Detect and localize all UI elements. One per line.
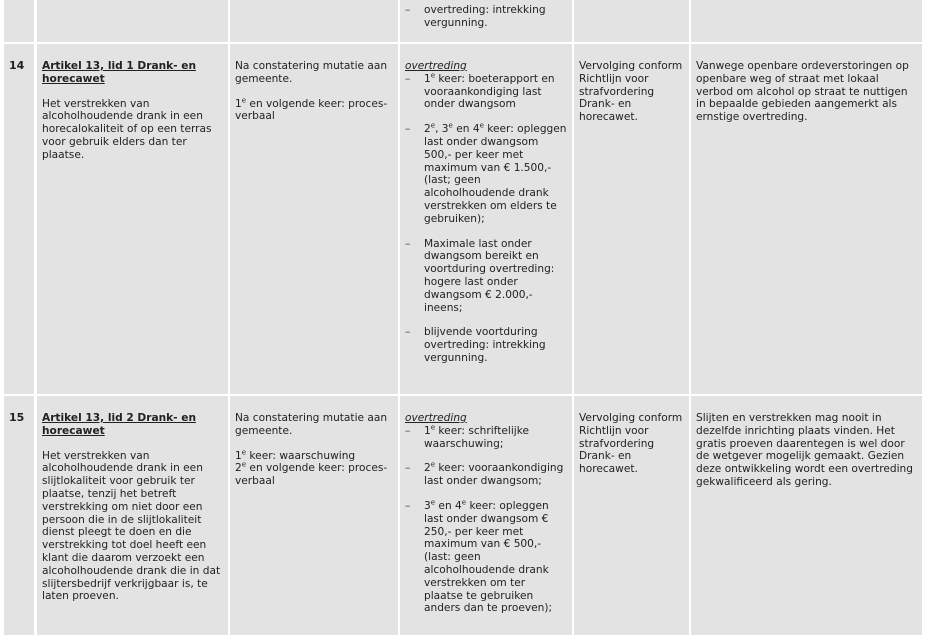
row-15-action-cell bbox=[230, 396, 398, 635]
row-15-sanction-cell bbox=[400, 396, 572, 635]
action-text: Na constatering mutatie aan gemeente. bbox=[235, 60, 388, 85]
sanction-item: – 2e, 3e en 4e keer: opleggen last onder dwangsom 500,- per keer met maximum van € 1.500,- (last; geen alcoholhoudende drank verstrekken om elders te gebruiken); bbox=[405, 123, 567, 225]
row-15-remarks-cell bbox=[691, 396, 922, 635]
row-14-sanction-cell bbox=[400, 44, 572, 394]
article-title: Artikel 13, lid 2 Drank- en horecawet bbox=[42, 412, 196, 437]
article-title: Artikel 13, lid 1 Drank- en horecawet bbox=[42, 60, 196, 85]
sanction-item: – blijvende voortduring overtreding: intrekking vergunning. bbox=[405, 326, 567, 364]
row-15-article-cell bbox=[37, 396, 228, 635]
row-15-number-cell bbox=[4, 396, 34, 635]
row-number: 14 bbox=[9, 59, 25, 72]
sanction-item: – 1e keer: schriftelijke waarschuwing; bbox=[405, 425, 567, 451]
prosecution-text: Vervolging conform Richtlijn voor strafvordering Drank- en horecawet. bbox=[579, 412, 683, 476]
top-row-col-prosecution bbox=[574, 0, 689, 42]
top-row-col-number bbox=[4, 0, 34, 42]
remarks-text: Vanwege openbare ordeverstoringen op openbare weg of straat met lokaal verbod om alcohol op straat te nuttigen in bepaalde gebieden aangemerkt als ernstige overtreding. bbox=[696, 60, 909, 124]
top-row-col-sanction bbox=[400, 0, 572, 42]
row-15-prosecution-cell bbox=[574, 396, 689, 635]
article-description: Het verstrekken van alcoholhoudende drank in een slijtlokaliteit voor gebruik ter plaatse, tenzij het betreft verstrekking om niet door een persoon die in de slijtlokaliteit dienst pleegt te doen en die verstrekking tot doel heeft een klant die daarom verzoekt een alcoholhoudende drank die in dat slijtersbedrijf verkrijgbaar is, te laten proeven. bbox=[42, 449, 221, 603]
prosecution-text: Vervolging conform Richtlijn voor strafvordering Drank- en horecawet. bbox=[579, 60, 683, 124]
remarks-text: Slijten en verstrekken mag nooit in dezelfde inrichting plaats vinden. Het gratis proeven daarentegen is wel door de wetgever mogelijk gemaakt. Gezien deze ontwikkeling wordt een overtreding gekwalificeerd als gering. bbox=[696, 412, 913, 488]
row-14-article-cell bbox=[37, 44, 228, 394]
action-text: Na constatering mutatie aan gemeente. bbox=[235, 412, 388, 437]
sanction-continuation: – overtreding: intrekking vergunning. bbox=[405, 4, 567, 30]
row-14-number-cell bbox=[4, 44, 34, 394]
action-text: 1e keer: waarschuwing bbox=[235, 448, 356, 462]
action-text: 2e en volgende keer: proces-verbaal bbox=[235, 460, 388, 488]
top-row-col-article bbox=[37, 0, 228, 42]
action-text: 1e en volgende keer: proces-verbaal bbox=[235, 96, 388, 123]
row-14-action-cell bbox=[230, 44, 398, 394]
sanction-heading: overtreding bbox=[405, 412, 467, 424]
sanction-heading: overtreding bbox=[405, 60, 467, 72]
sanction-item: – 3e en 4e keer: opleggen last onder dwangsom € 250,- per keer met maximum van € 500,- (last: geen alcoholhoudende drank verstrekken om ter plaatse te gebruiken anders dan te proeven); bbox=[405, 500, 567, 615]
article-description: Het verstrekken van alcoholhoudende drank in een horecalokaliteit of op een terras voor gebruik elders dan ter plaatse. bbox=[42, 97, 212, 161]
row-14-remarks-cell bbox=[691, 44, 922, 394]
sanction-item: – 1e keer: boeterapport en vooraankondiging last onder dwangsom bbox=[405, 73, 567, 111]
sanction-item: – Maximale last onder dwangsom bereikt en voortduring overtreding: hogere last onder dwangsom € 2.000,- ineens; bbox=[405, 238, 567, 315]
row-number: 15 bbox=[9, 411, 25, 424]
top-row-col-action bbox=[230, 0, 398, 42]
top-row-col-remarks bbox=[691, 0, 922, 42]
row-14-prosecution-cell bbox=[574, 44, 689, 394]
sanction-item: – 2e keer: vooraankondiging last onder dwangsom; bbox=[405, 462, 567, 488]
